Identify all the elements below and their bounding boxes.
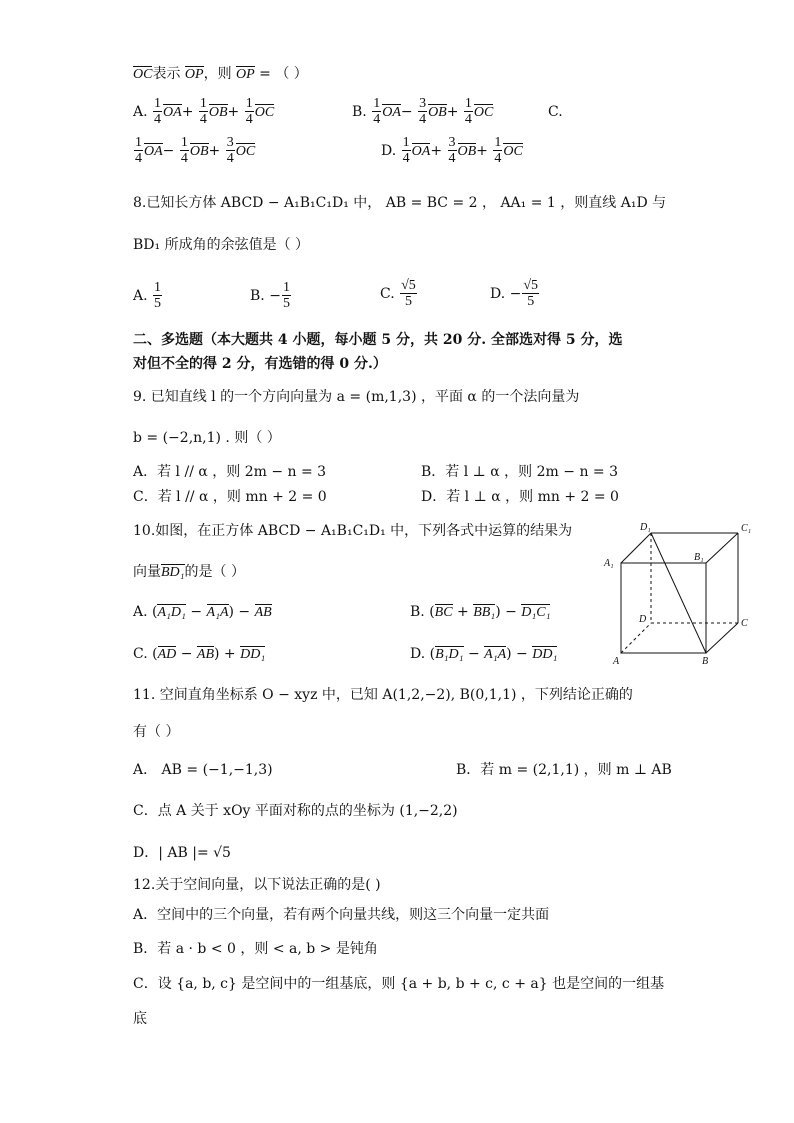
q8-option-a: A. $\frac{1}{5}$: [133, 280, 162, 312]
q12-option-b: B．若 a · b < 0 ，则 < a, b > 是钝角: [133, 941, 378, 957]
q9-stem-2: b = (−2,n,1) . 则（ ）: [133, 430, 281, 446]
cube-front-face: [621, 563, 706, 653]
q11-option-d: D．| AB |= √5: [133, 845, 231, 861]
q12-option-c-cont: 底: [133, 1011, 147, 1027]
q10-option-b: B. (BC + BB₁) − D₁C₁: [410, 604, 551, 620]
q7-option-c-label: C.: [548, 104, 563, 120]
q7-stem: OC表示 OP，则 OP = （ ）: [133, 66, 308, 82]
q12-option-c: C．设 {a, b, c} 是空间中的一组基底，则 {a + b, b + c, c + a} 也是空间的一组基: [133, 976, 665, 992]
q7-option-d: D. $\frac{1}{4}$ OA+ $\frac{3}{4}$ OB+ $\frac{1}{4}$ OC: [381, 135, 523, 167]
q9-option-d: D．若 l ⊥ α ，则 mn + 2 = 0: [421, 489, 619, 505]
q9-option-a: A．若 l // α ，则 2m − n = 3: [133, 464, 327, 480]
q10-option-a: A. (A₁D₁ − A₁A) − AB: [133, 604, 272, 620]
diagonal-bd1: [651, 533, 706, 653]
section-2-title: 二、多选题（本大题共 4 小题，每小题 5 分，共 20 分. 全部选对得 5 分，选: [133, 332, 623, 348]
q9-option-b: B．若 l ⊥ α ，则 2m − n = 3: [421, 464, 619, 480]
label-c: C: [741, 618, 748, 629]
q7-option-c: $\frac{1}{4}$ OA− $\frac{1}{4}$ OB+ $\frac{3}{4}$ OC: [135, 135, 256, 167]
cube-figure: [596, 518, 756, 668]
label-d1: D₁: [640, 522, 651, 533]
q8-option-b: B. − $\frac{1}{5}$: [250, 280, 290, 312]
q11-option-c: C．点 A 关于 xOy 平面对称的点的坐标为 (1,−2,2): [133, 803, 458, 819]
q10-option-d: D. (B₁D₁ − A₁A) − DD₁: [410, 646, 558, 662]
q11-option-a: A． AB = (−1,−1,3): [133, 762, 273, 778]
label-a1: A₁: [604, 558, 614, 569]
label-b: B: [702, 656, 709, 667]
q7-option-a: A. $\frac{1}{4}$ OA+ $\frac{1}{4}$ OB+ $\frac{1}{4}$ OC: [133, 96, 275, 128]
q8-stem: 8.已知长方体 ABCD − A₁B₁C₁D₁ 中， AB = BC = 2 ， AA₁ = 1 ，则直线 A₁D 与: [133, 195, 667, 211]
q8-option-c: C. $\frac{√5}{5}$: [380, 278, 416, 310]
section-2-title-2: 对但不全的得 2 分，有选错的得 0 分.）: [133, 356, 387, 372]
q7-option-b: B. $\frac{1}{4}$ OA− $\frac{3}{4}$ OB+ $\frac{1}{4}$ OC: [352, 96, 494, 128]
q11-option-b: B．若 m = (2,1,1) ，则 m ⊥ AB: [456, 762, 672, 778]
q12-option-a: A．空间中的三个向量，若有两个向量共线，则这三个向量一定共面: [133, 907, 550, 923]
label-a: A: [613, 656, 620, 667]
q10-option-c: C. (AD − AB) + DD₁: [133, 646, 266, 662]
q9-option-c: C．若 l // α ，则 mn + 2 = 0: [133, 489, 327, 505]
q10-stem: 10.如图，在正方体 ABCD − A₁B₁C₁D₁ 中，下列各式中运算的结果为: [133, 523, 573, 539]
q11-stem-2: 有（ ）: [133, 724, 180, 740]
label-c1: C₁: [741, 523, 752, 534]
q10-stem-2: 向量BD₁的是（ ）: [133, 564, 245, 580]
q8-option-d: D. − $\frac{√5}{5}$: [490, 278, 539, 310]
label-b1: B₁: [694, 552, 704, 563]
q12-stem: 12.关于空间向量，以下说法正确的是( ): [133, 877, 381, 893]
q11-stem: 11. 空间直角坐标系 O − xyz 中，已知 A(1,2,−2), B(0,1,1) ，下列结论正确的: [133, 687, 633, 703]
label-d: D: [639, 614, 647, 625]
q9-stem: 9. 已知直线 l 的一个方向向量为 a = (m,1,3) ，平面 α 的一个法向量为: [133, 389, 580, 405]
q8-stem-2: BD₁ 所成角的余弦值是（ ）: [133, 237, 310, 253]
